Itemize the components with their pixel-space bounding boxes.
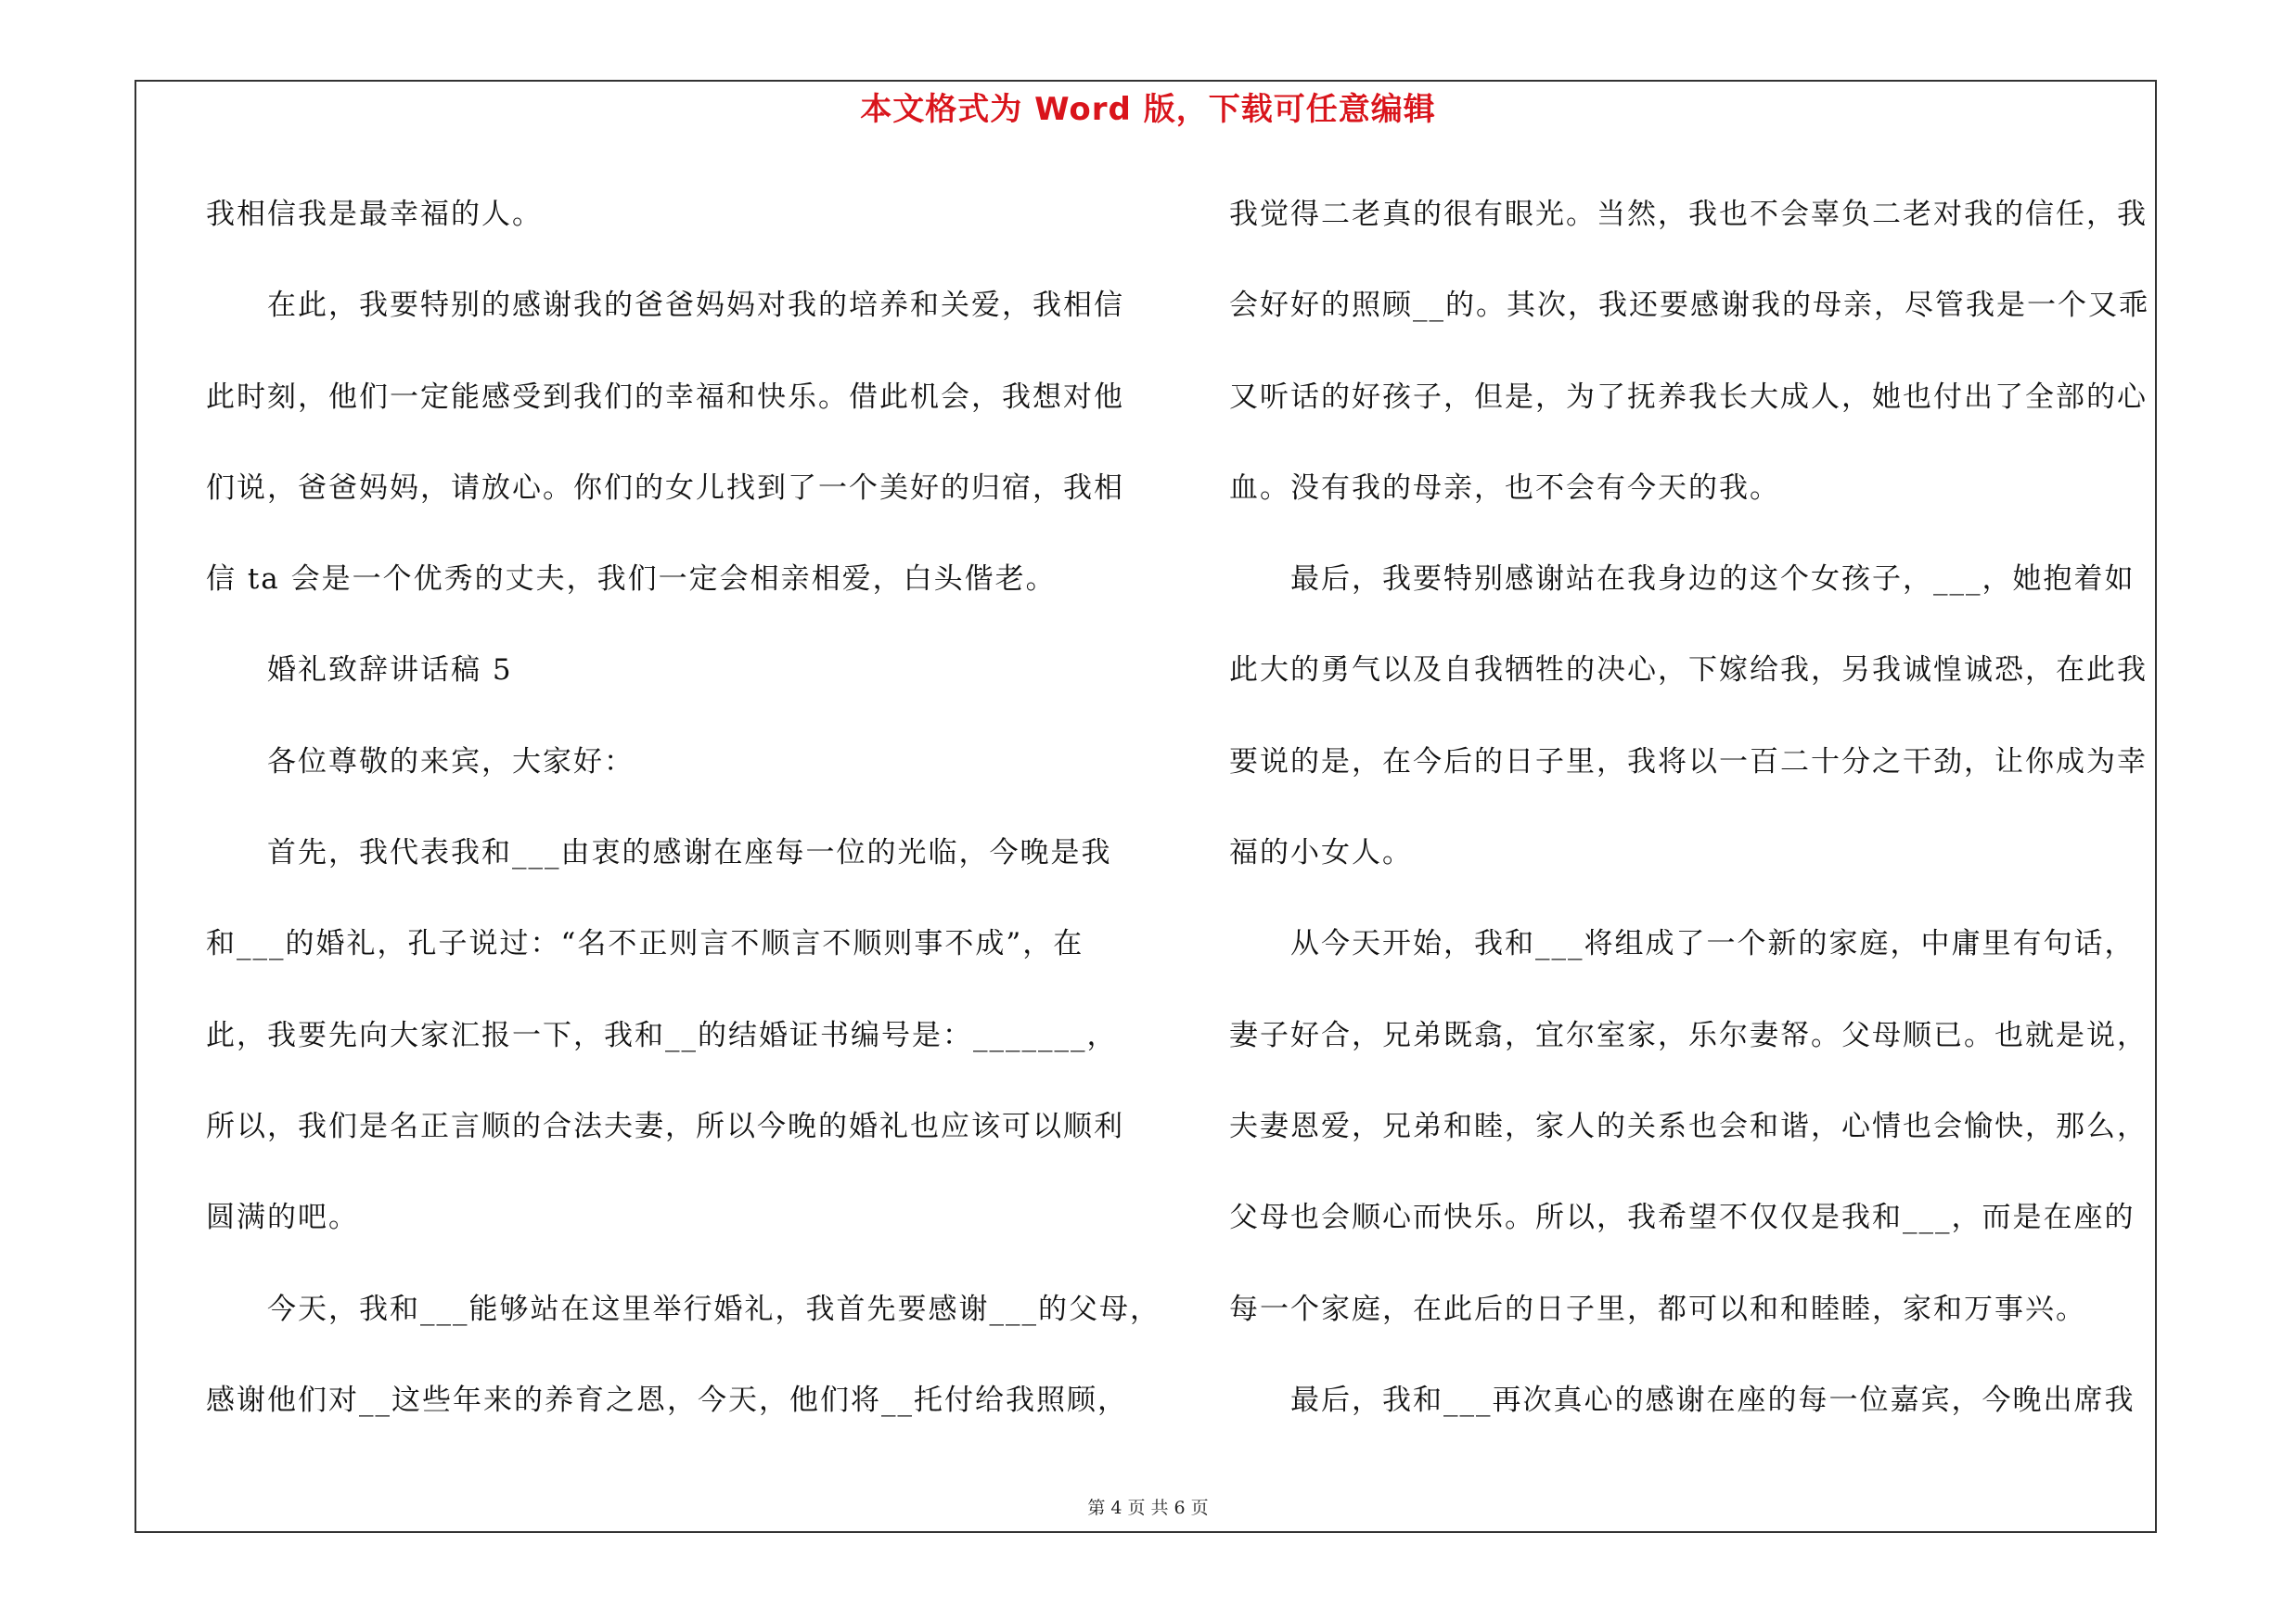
- left-column: [206, 186, 1161, 1462]
- text-line: 我觉得二老真的很有眼光。当然，我也不会辜负二老对我的信任，我: [1229, 198, 2148, 231]
- text-line: 血。没有我的母亲，也不会有今天的我。: [1229, 470, 1780, 505]
- text-line: 又听话的好孩子，但是，为了抚养我长大成人，她也付出了全部的心: [1229, 380, 2148, 414]
- text-line: 和___的婚礼，孔子说过：“名不正则言不顺言不顺则事不成”，在: [206, 927, 1084, 961]
- text-line: 福的小女人。: [1229, 836, 1413, 870]
- text-line: 感谢他们对__这些年来的养育之恩，今天，他们将__托付给我照顾，: [206, 1383, 1128, 1417]
- section-heading: 婚礼致辞讲话稿 5: [206, 653, 513, 688]
- text-line: 妻子好合，兄弟既翕，宜尔室家，乐尔妻帑。父母顺已。也就是说，: [1229, 1018, 2148, 1052]
- text-line: 从今天开始，我和___将组成了一个新的家庭，中庸里有句话，: [1229, 927, 2136, 961]
- text-line: 会好好的照顾__的。其次，我还要感谢我的母亲，尽管我是一个又乖: [1229, 289, 2149, 323]
- text-line: 各位尊敬的来宾，大家好：: [206, 744, 635, 779]
- text-line: 最后，我要特别感谢站在我身边的这个女孩子，___，她抱着如: [1229, 562, 2136, 597]
- text-line: 在此，我要特别的感谢我的爸爸妈妈对我的培养和关爱，我相信: [206, 289, 1124, 323]
- text-line: 此时刻，他们一定能感受到我们的幸福和快乐。借此机会，我想对他: [206, 380, 1124, 414]
- text-line: 圆满的吧。: [206, 1201, 359, 1235]
- page-number: 第 4 页 共 6 页: [1087, 1498, 1209, 1518]
- format-banner: 本文格式为 Word 版，下载可任意编辑: [860, 91, 1436, 128]
- right-column: [1229, 186, 2161, 1462]
- text-line: 夫妻恩爱，兄弟和睦，家人的关系也会和谐，心情也会愉快，那么，: [1229, 1109, 2148, 1143]
- text-line: 此大的勇气以及自我牺牲的决心，下嫁给我，另我诚惶诚恐，在此我: [1229, 653, 2148, 688]
- text-line: 今天，我和___能够站在这里举行婚礼，我首先要感谢___的父母，: [206, 1292, 1161, 1326]
- text-line: 们说，爸爸妈妈，请放心。你们的女儿找到了一个美好的归宿，我相: [206, 470, 1124, 505]
- text-line: 所以，我们是名正言顺的合法夫妻，所以今晚的婚礼也应该可以顺利: [206, 1109, 1124, 1143]
- text-line: 每一个家庭，在此后的日子里，都可以和和睦睦，家和万事兴。: [1229, 1292, 2086, 1326]
- text-line: 此，我要先向大家汇报一下，我和__的结婚证书编号是：_______，: [206, 1018, 1118, 1052]
- text-line: 最后，我和___再次真心的感谢在座的每一位嘉宾，今晚出席我: [1229, 1383, 2136, 1417]
- text-line: 信 ta 会是一个优秀的丈夫，我们一定会相亲相爱，白头偕老。: [206, 562, 1057, 597]
- text-line: 首先，我代表我和___由衷的感谢在座每一位的光临，今晚是我: [206, 836, 1112, 870]
- text-line: 要说的是，在今后的日子里，我将以一百二十分之干劲，让你成为幸: [1229, 744, 2148, 779]
- text-line: 我相信我是最幸福的人。: [206, 198, 543, 231]
- text-line: 父母也会顺心而快乐。所以，我希望不仅仅是我和___，而是在座的: [1229, 1201, 2136, 1235]
